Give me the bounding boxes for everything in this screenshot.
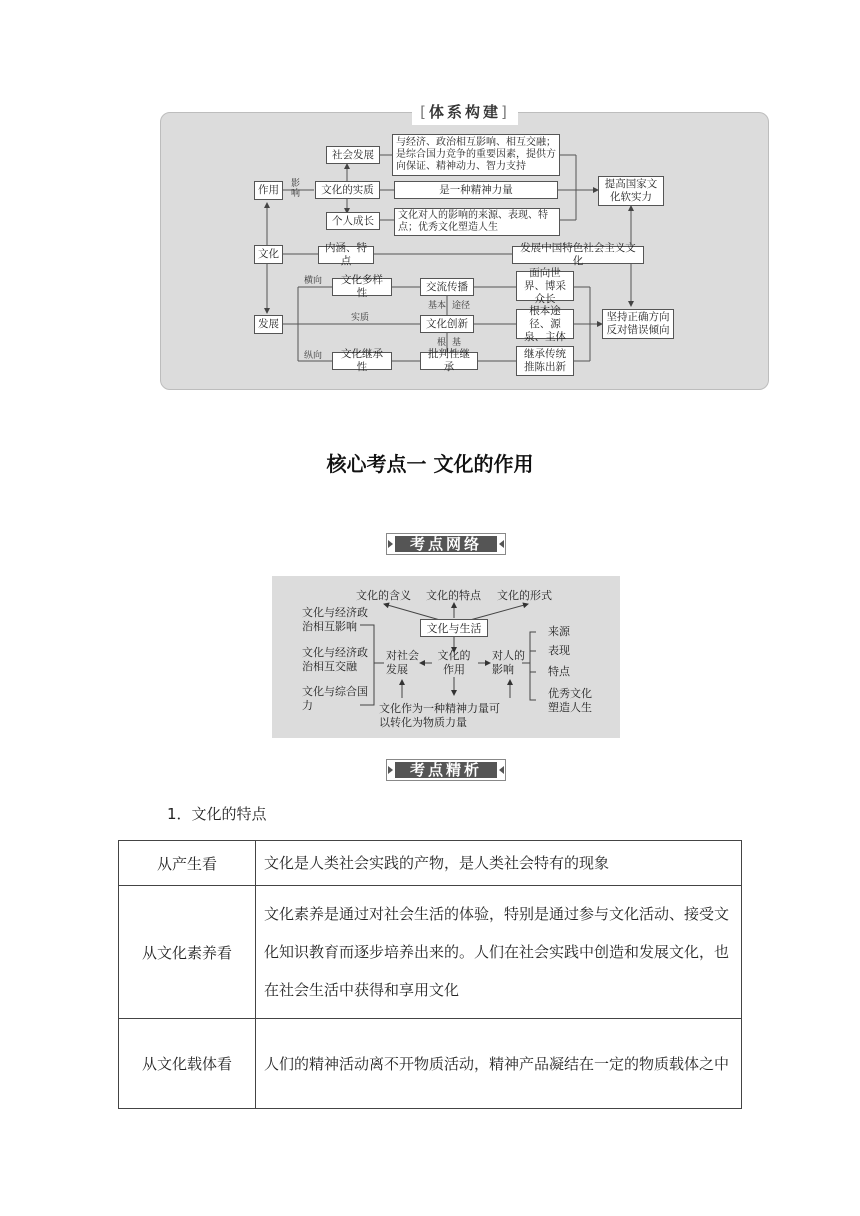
- system-title-text: 体系构建: [428, 103, 501, 121]
- title-bracket-left: [: [420, 103, 429, 121]
- node-mianxiang: 面向世界、博采众长: [516, 271, 574, 301]
- table-cell-value: 文化是人类社会实践的产物，是人类社会特有的现象: [256, 841, 742, 886]
- net-shenghuo: 文化与生活: [420, 619, 488, 637]
- label-yingxiang: 影响: [291, 179, 301, 199]
- table-cell-value: 文化素养是通过对社会生活的体验，特别是通过参与文化活动、接受文化知识教育而逐步培养出来的。人们在社会实践中创造和发展文化，也在社会生活中获得和享用文化: [256, 886, 742, 1019]
- net-jingji-1: 文化与经济政治相互影响: [302, 606, 368, 633]
- node-shehui-fazhan: 社会发展: [326, 146, 380, 164]
- net-hanyi: 文化的含义: [356, 589, 411, 602]
- banner-analysis: [386, 759, 506, 781]
- node-ruanshili: 提高国家文化软实力: [598, 176, 664, 206]
- table-row: [119, 1019, 742, 1109]
- net-laiyuan: 来源: [548, 625, 570, 638]
- label-jiben: 基本: [428, 301, 447, 311]
- page-title: 核心考点一 文化的作用: [326, 452, 534, 476]
- node-chuangxin: 文化创新: [420, 315, 474, 333]
- node-wenhua: 文化: [254, 245, 283, 264]
- net-youxiu: 优秀文化塑造人生: [548, 687, 592, 714]
- node-neihan: 内涵、特点: [318, 246, 374, 264]
- net-tedian-2: 特点: [548, 665, 570, 678]
- net-dui-shehui: 对社会发展: [386, 649, 419, 676]
- table-row: [119, 886, 742, 1019]
- desc-geren-chengzhang: 文化对人的影响的来源、表现、特点；优秀文化塑造人生: [394, 208, 560, 236]
- table-row: [119, 841, 742, 886]
- node-pipan: 批判性继承: [420, 352, 478, 370]
- node-geren-chengzhang: 个人成长: [326, 212, 380, 230]
- section-item-1: 1．文化的特点: [167, 805, 267, 823]
- node-jianchi: 坚持正确方向反对错误倾向: [602, 309, 674, 339]
- node-tese: 发展中国特色社会主义文化: [512, 246, 644, 264]
- table-cell-key: 从文化素养看: [119, 886, 256, 1019]
- node-jiaoliu: 交流传播: [420, 278, 474, 296]
- node-duoyangxing: 文化多样性: [332, 278, 392, 296]
- node-genben: 根本途径、源泉、主体: [516, 309, 574, 339]
- node-fazhan: 发展: [254, 315, 283, 334]
- desc-shehui-fazhan: 与经济、政治相互影响、相互交融；是综合国力竞争的重要因素，提供方向保证、精神动力、智力支持: [392, 134, 560, 176]
- label-zongxiang: 纵向: [304, 351, 323, 361]
- banner-network-label: 考点网络: [395, 536, 497, 552]
- net-dui-ren: 对人的影响: [492, 649, 525, 676]
- net-xingshi: 文化的形式: [497, 589, 552, 602]
- label-shizhi: 实质: [351, 313, 370, 323]
- banner-arrow-right-icon: [499, 766, 504, 774]
- node-wenhua-shizhi: 文化的实质: [315, 181, 380, 199]
- node-jicheng-tuichen: 继承传统推陈出新: [516, 346, 574, 376]
- net-guoli: 文化与综合国力: [302, 685, 368, 712]
- node-zuoyong: 作用: [254, 181, 283, 200]
- net-jingji-2: 文化与经济政治相互交融: [302, 646, 368, 673]
- label-ji: 基: [452, 338, 462, 348]
- table-cell-key: 从产生看: [119, 841, 256, 886]
- feature-table: [118, 840, 742, 1109]
- title-bracket-right: ]: [501, 103, 510, 121]
- node-jichengxing: 文化继承性: [332, 352, 392, 370]
- desc-wenhua-shizhi: 是一种精神力量: [394, 181, 558, 199]
- net-wuzhi: 文化作为一种精神力量可以转化为物质力量: [379, 702, 500, 729]
- label-hengxiang: 横向: [304, 276, 323, 286]
- net-zuoyong: 文化的作用: [437, 649, 471, 676]
- label-tujing: 途径: [452, 301, 471, 311]
- net-biaoxian: 表现: [548, 644, 570, 657]
- table-cell-key: 从文化载体看: [119, 1019, 256, 1109]
- label-gen: 根: [437, 338, 447, 348]
- banner-arrow-left-icon: [388, 766, 393, 774]
- net-tedian: 文化的特点: [426, 589, 481, 602]
- table-cell-value: 人们的精神活动离不开物质活动，精神产品凝结在一定的物质载体之中: [256, 1019, 742, 1109]
- banner-analysis-label: 考点精析: [395, 762, 497, 778]
